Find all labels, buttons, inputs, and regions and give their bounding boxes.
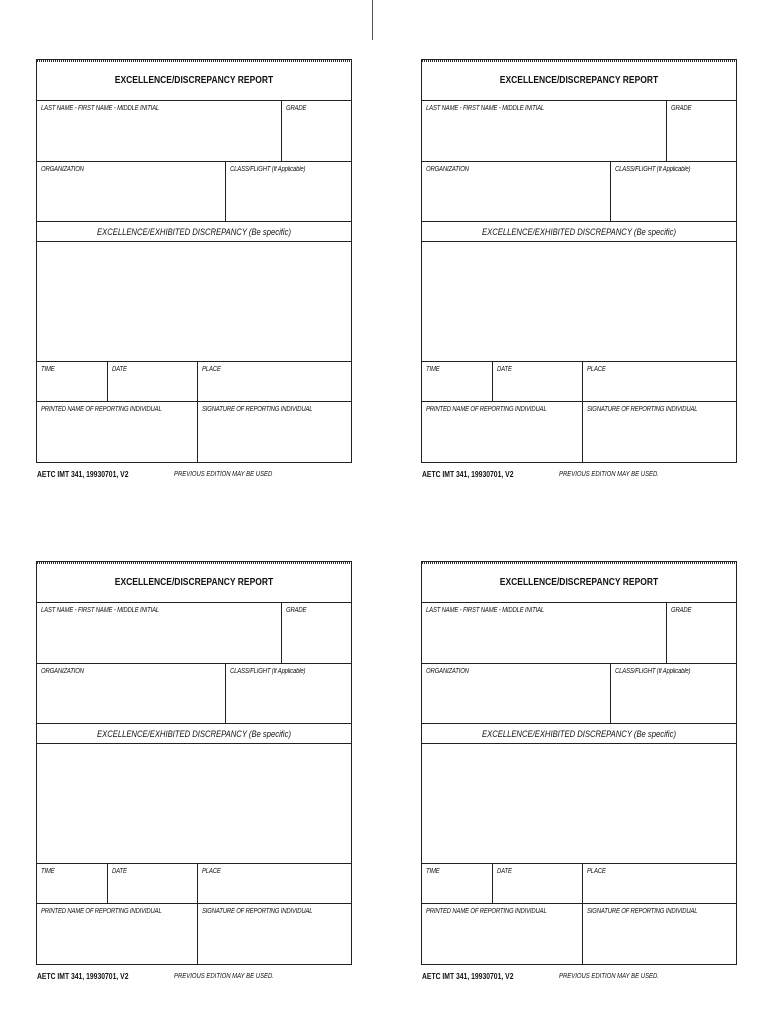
time-label: TIME [41, 868, 55, 875]
grade-label: GRADE [671, 607, 692, 614]
organization-row [37, 162, 351, 222]
organization-label: ORGANIZATION [426, 166, 469, 173]
organization-label: ORGANIZATION [41, 166, 84, 173]
description-box[interactable] [422, 744, 736, 864]
description-box[interactable] [422, 242, 736, 362]
name-label: LAST NAME - FIRST NAME - MIDDLE INITIAL [41, 607, 160, 614]
signature-label: SIGNATURE OF REPORTING INDIVIDUAL [587, 406, 698, 413]
organization-row [422, 162, 736, 222]
name-field[interactable] [37, 603, 281, 663]
class-flight-label: CLASS/FLIGHT (If Applicable) [230, 166, 306, 173]
time-date-place-row [37, 362, 351, 402]
date-field[interactable] [492, 864, 582, 903]
grade-label: GRADE [286, 607, 307, 614]
class-flight-field[interactable] [225, 162, 351, 221]
report-card-4 [421, 561, 737, 981]
reporter-row [37, 402, 351, 462]
title-row [37, 60, 351, 101]
form-title: EXCELLENCE/DISCREPANCY REPORT [499, 576, 659, 588]
report-card-1 [36, 59, 352, 479]
organization-field[interactable] [422, 664, 610, 723]
form-number: AETC IMT 341, 19930701, V2 [37, 972, 129, 981]
printed-name-label: PRINTED NAME OF REPORTING INDIVIDUAL [41, 908, 162, 915]
grade-field[interactable] [281, 101, 351, 161]
time-date-place-row [37, 864, 351, 904]
printed-name-field[interactable] [422, 402, 582, 462]
section-header-row [37, 222, 351, 242]
description-box[interactable] [37, 744, 351, 864]
name-row [37, 101, 351, 162]
section-header: EXCELLENCE/EXHIBITED DISCREPANCY (Be specific) [481, 226, 676, 237]
place-field[interactable] [197, 362, 351, 401]
title-row [422, 60, 736, 101]
grade-label: GRADE [671, 105, 692, 112]
signature-field[interactable] [582, 904, 736, 964]
time-label: TIME [426, 868, 440, 875]
grade-field[interactable] [281, 603, 351, 663]
grade-label: GRADE [286, 105, 307, 112]
form-title: EXCELLENCE/DISCREPANCY REPORT [499, 74, 659, 86]
name-label: LAST NAME - FIRST NAME - MIDDLE INITIAL [426, 607, 545, 614]
signature-field[interactable] [197, 402, 351, 462]
organization-field[interactable] [37, 664, 225, 723]
grade-field[interactable] [666, 101, 736, 161]
edition-note: PREVIOUS EDITION MAY BE USED. [174, 973, 274, 980]
class-flight-field[interactable] [225, 664, 351, 723]
place-label: PLACE [202, 366, 221, 373]
place-field[interactable] [582, 362, 736, 401]
printed-name-label: PRINTED NAME OF REPORTING INDIVIDUAL [426, 908, 547, 915]
name-field[interactable] [37, 101, 281, 161]
section-header: EXCELLENCE/EXHIBITED DISCREPANCY (Be specific) [96, 226, 291, 237]
cut-mark [372, 0, 373, 40]
printed-name-label: PRINTED NAME OF REPORTING INDIVIDUAL [41, 406, 162, 413]
date-field[interactable] [107, 362, 197, 401]
edition-note: PREVIOUS EDITION MAY BE USED. [559, 973, 659, 980]
report-card-2 [421, 59, 737, 479]
name-field[interactable] [422, 101, 666, 161]
form-number: AETC IMT 341, 19930701, V2 [422, 470, 514, 479]
name-row [422, 101, 736, 162]
signature-field[interactable] [582, 402, 736, 462]
class-flight-field[interactable] [610, 664, 736, 723]
class-flight-field[interactable] [610, 162, 736, 221]
time-label: TIME [426, 366, 440, 373]
time-date-place-row [422, 362, 736, 402]
card-footer [422, 468, 736, 482]
form-title: EXCELLENCE/DISCREPANCY REPORT [114, 576, 274, 588]
date-field[interactable] [492, 362, 582, 401]
date-label: DATE [112, 868, 127, 875]
section-header: EXCELLENCE/EXHIBITED DISCREPANCY (Be specific) [481, 728, 676, 739]
class-flight-label: CLASS/FLIGHT (If Applicable) [615, 166, 691, 173]
name-row [422, 603, 736, 664]
name-label: LAST NAME - FIRST NAME - MIDDLE INITIAL [426, 105, 545, 112]
card-footer [37, 468, 351, 482]
signature-field[interactable] [197, 904, 351, 964]
grade-field[interactable] [666, 603, 736, 663]
time-label: TIME [41, 366, 55, 373]
name-label: LAST NAME - FIRST NAME - MIDDLE INITIAL [41, 105, 160, 112]
card-footer [37, 970, 351, 984]
edition-note: PREVIOUS EDITION MAY BE USED. [559, 471, 659, 478]
printed-name-field[interactable] [37, 904, 197, 964]
reporter-row [422, 402, 736, 462]
time-date-place-row [422, 864, 736, 904]
place-label: PLACE [202, 868, 221, 875]
place-label: PLACE [587, 868, 606, 875]
time-field[interactable] [37, 362, 107, 401]
date-field[interactable] [107, 864, 197, 903]
organization-label: ORGANIZATION [41, 668, 84, 675]
description-box[interactable] [37, 242, 351, 362]
printed-name-field[interactable] [37, 402, 197, 462]
reporter-row [422, 904, 736, 964]
date-label: DATE [497, 868, 512, 875]
name-field[interactable] [422, 603, 666, 663]
form-title: EXCELLENCE/DISCREPANCY REPORT [114, 74, 274, 86]
title-row [422, 562, 736, 603]
reporter-row [37, 904, 351, 964]
place-field[interactable] [582, 864, 736, 903]
form-number: AETC IMT 341, 19930701, V2 [37, 470, 129, 479]
name-row [37, 603, 351, 664]
card-footer [422, 970, 736, 984]
organization-row [37, 664, 351, 724]
time-field[interactable] [37, 864, 107, 903]
section-header: EXCELLENCE/EXHIBITED DISCREPANCY (Be specific) [96, 728, 291, 739]
signature-label: SIGNATURE OF REPORTING INDIVIDUAL [202, 908, 313, 915]
section-header-row [422, 724, 736, 744]
date-label: DATE [497, 366, 512, 373]
date-label: DATE [112, 366, 127, 373]
edition-note: PREVIOUS EDITION MAY BE USED [174, 471, 273, 478]
class-flight-label: CLASS/FLIGHT (If Applicable) [230, 668, 306, 675]
organization-row [422, 664, 736, 724]
section-header-row [37, 724, 351, 744]
printed-name-label: PRINTED NAME OF REPORTING INDIVIDUAL [426, 406, 547, 413]
form-number: AETC IMT 341, 19930701, V2 [422, 972, 514, 981]
signature-label: SIGNATURE OF REPORTING INDIVIDUAL [587, 908, 698, 915]
place-label: PLACE [587, 366, 606, 373]
organization-label: ORGANIZATION [426, 668, 469, 675]
report-card-3 [36, 561, 352, 981]
printed-name-field[interactable] [422, 904, 582, 964]
title-row [37, 562, 351, 603]
place-field[interactable] [197, 864, 351, 903]
organization-field[interactable] [37, 162, 225, 221]
time-field[interactable] [422, 362, 492, 401]
organization-field[interactable] [422, 162, 610, 221]
signature-label: SIGNATURE OF REPORTING INDIVIDUAL [202, 406, 313, 413]
section-header-row [422, 222, 736, 242]
time-field[interactable] [422, 864, 492, 903]
class-flight-label: CLASS/FLIGHT (If Applicable) [615, 668, 691, 675]
